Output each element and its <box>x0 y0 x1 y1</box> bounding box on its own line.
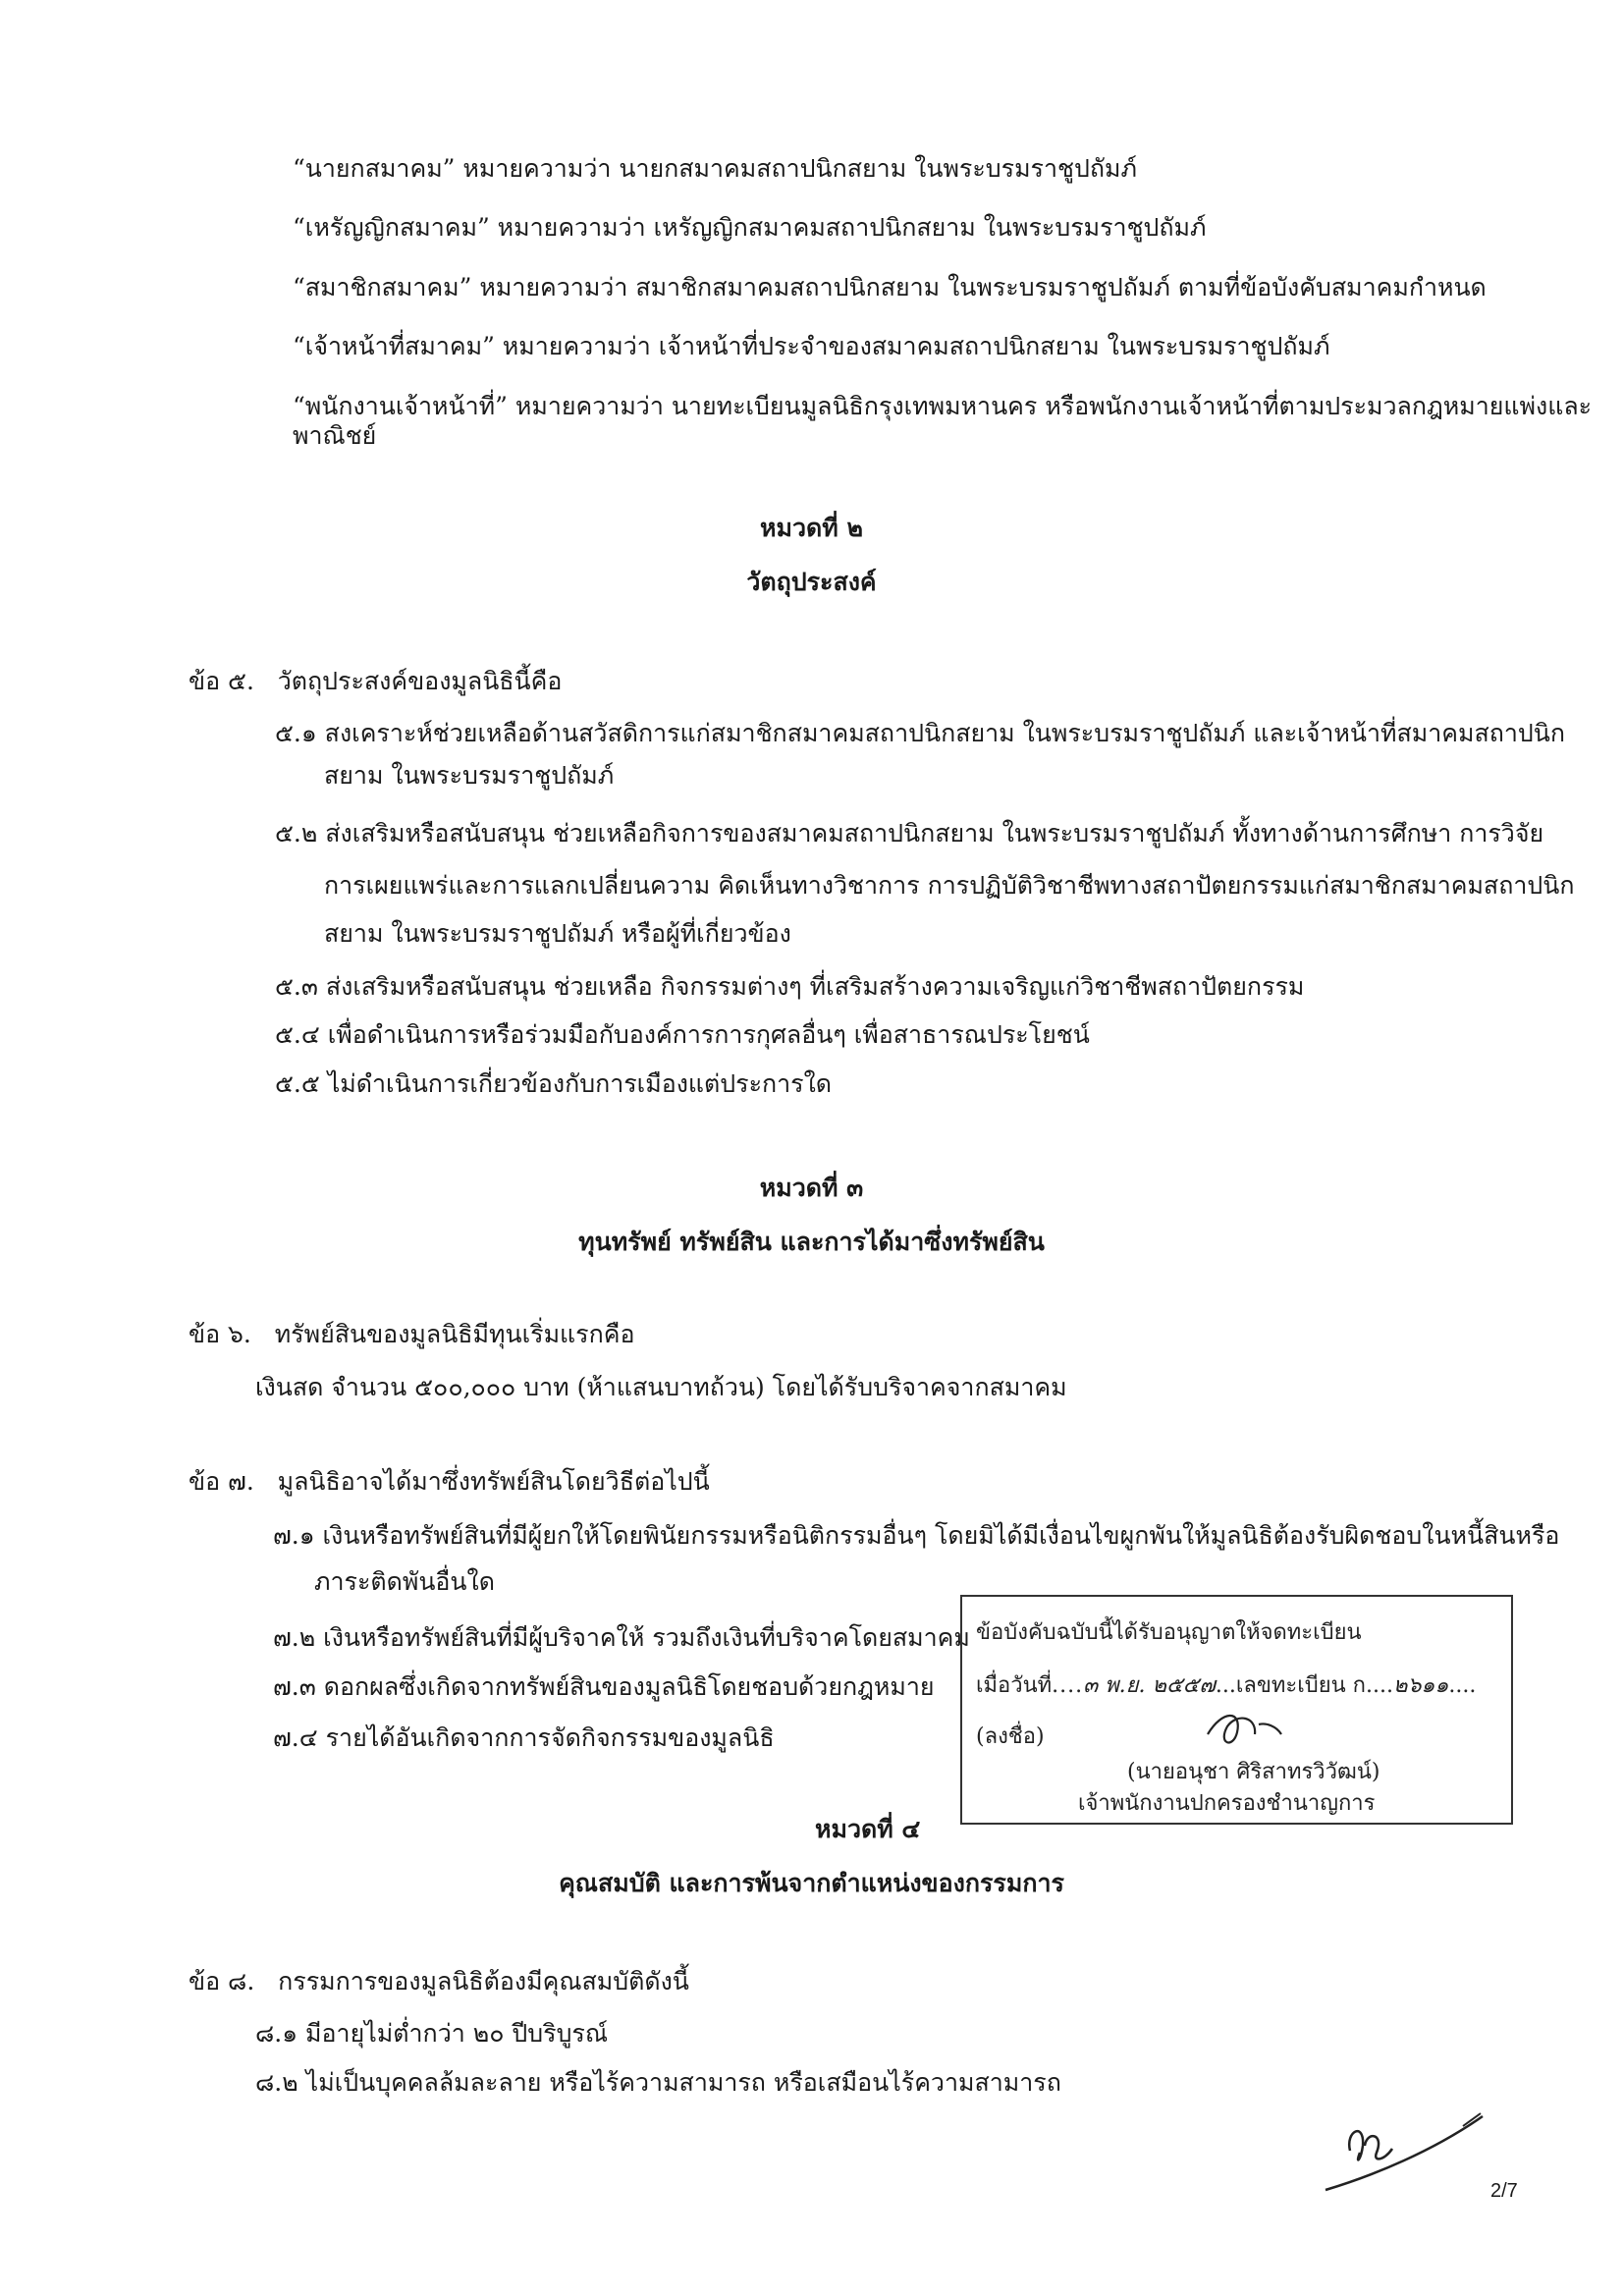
clause-item: ๘.๑ มีอายุไม่ต่ำกว่า ๒๐ ปีบริบูรณ์ <box>255 2019 609 2048</box>
clause-item: การเผยแพร่และการแลกเปลี่ยนความ คิดเห็นทางวิชาการ การปฏิบัติวิชาชีพทางสถาปัตยกรรมแก่สมาชิกสมาคมสถาปนิก <box>324 871 1575 900</box>
clause-item: สยาม ในพระบรมราชูปถัมภ์ หรือผู้ที่เกี่ยวข้อง <box>324 919 791 948</box>
stamp-official-position: เจ้าพนักงานปกครองชำนาญการ <box>1078 1791 1376 1816</box>
stamp-line: ข้อบังคับฉบับนี้ได้รับอนุญาตให้จดทะเบียน <box>976 1620 1362 1645</box>
initials-signature <box>1306 2092 1502 2200</box>
stamp-reg-label: เลขทะเบียน ก. <box>1235 1673 1373 1698</box>
clause-item: ๗.๔ รายได้อันเกิดจากการจัดกิจกรรมของมูลนิธิ <box>273 1723 775 1752</box>
stamp-date-line: เมื่อวันที่....๓ พ.ย. ๒๕๕๗...เลขทะเบียน ก....๒๖๑๑.... <box>976 1673 1477 1698</box>
definition-line: “เจ้าหน้าที่สมาคม” หมายความว่า เจ้าหน้าที่ประจำของสมาคมสถาปนิกสยาม ในพระบรมราชูปถัมภ์ <box>293 332 1330 360</box>
stamp-signed-label: (ลงชื่อ) <box>976 1724 1045 1749</box>
definition-line: พาณิชย์ <box>293 421 377 450</box>
clause-item: ๗.๒ เงินหรือทรัพย์สินที่มีผู้บริจาคให้ รวมถึงเงินที่บริจาคโดยสมาคม <box>273 1623 970 1652</box>
definition-line: “สมาชิกสมาคม” หมายความว่า สมาชิกสมาคมสถาปนิกสยาม ในพระบรมราชูปถัมภ์ ตามที่ข้อบังคับสมาคมกำหนด <box>293 273 1487 301</box>
stamp-reg-no: ๒๖๑๑ <box>1392 1673 1449 1698</box>
chapter-heading: หมวดที่ ๔ <box>815 1815 921 1843</box>
official-signature <box>1198 1705 1316 1754</box>
page-number: 2/7 <box>1490 2180 1518 2202</box>
clause-item: ๗.๑ เงินหรือทรัพย์สินที่มีผู้ยกให้โดยพินัยกรรมหรือนิติกรรมอื่นๆ โดยมิได้มีเงื่อนไขผูกพันให้มูลนิธิต้องรับผิดชอบในหนี้สินหรือ <box>273 1521 1560 1550</box>
chapter-title: คุณสมบัติ และการพ้นจากตำแหน่งของกรรมการ <box>559 1869 1064 1897</box>
stamp-date: ๓ พ.ย. ๒๕๕๗ <box>1083 1673 1216 1698</box>
clause-heading: ข้อ ๗. มูลนิธิอาจได้มาซึ่งทรัพย์สินโดยวิธีต่อไปนี้ <box>189 1467 710 1496</box>
definition-line: “เหรัญญิกสมาคม” หมายความว่า เหรัญญิกสมาคมสถาปนิกสยาม ในพระบรมราชูปถัมภ์ <box>293 213 1207 242</box>
definition-line: “นายกสมาคม” หมายความว่า นายกสมาคมสถาปนิกสยาม ในพระบรมราชูปถัมภ์ <box>293 154 1137 183</box>
clause-item: ๕.๔ เพื่อดำเนินการหรือร่วมมือกับองค์การการกุศลอื่นๆ เพื่อสาธารณประโยชน์ <box>275 1020 1090 1049</box>
clause-heading: ข้อ ๕. วัตถุประสงค์ของมูลนิธินี้คือ <box>189 667 563 695</box>
clause-heading: ข้อ ๖. ทรัพย์สินของมูลนิธิมีทุนเริ่มแรกคือ <box>189 1320 635 1348</box>
chapter-title: วัตถุประสงค์ <box>746 568 877 596</box>
chapter-heading: หมวดที่ ๒ <box>760 514 863 542</box>
clause-item: ๕.๕ ไม่ดำเนินการเกี่ยวข้องกับการเมืองแต่ประการใด <box>275 1069 833 1098</box>
stamp-official-name: (นายอนุชา ศิริสาทรวิวัฒน์) <box>1127 1760 1380 1784</box>
stamp-date-label: เมื่อวันที่ <box>976 1673 1053 1698</box>
clause-item: ๘.๒ ไม่เป็นบุคคลล้มละลาย หรือไร้ความสามารถ หรือเสมือนไร้ความสามารถ <box>255 2068 1061 2097</box>
chapter-heading: หมวดที่ ๓ <box>759 1174 864 1202</box>
clause-item: ๕.๑ สงเคราะห์ช่วยเหลือด้านสวัสดิการแก่สมาชิกสมาคมสถาปนิกสยาม ในพระบรมราชูปถัมภ์ และเจ้าหน้าที่สมาคมสถาปนิก <box>275 719 1566 747</box>
clause-item: ๕.๓ ส่งเสริมหรือสนับสนุน ช่วยเหลือ กิจกรรมต่างๆ ที่เสริมสร้างความเจริญแก่วิชาชีพสถาปัตยกรรม <box>275 972 1305 1001</box>
clause-item: ๕.๒ ส่งเสริมหรือสนับสนุน ช่วยเหลือกิจการของสมาคมสถาปนิกสยาม ในพระบรมราชูปถัมภ์ ทั้งทางด้านการศึกษา การวิจัย <box>275 819 1544 847</box>
chapter-title: ทุนทรัพย์ ทรัพย์สิน และการได้มาซึ่งทรัพย์สิน <box>578 1228 1045 1256</box>
clause-detail: เงินสด จำนวน ๕๐๐,๐๐๐ บาท (ห้าแสนบาทถ้วน) โดยได้รับบริจาคจากสมาคม <box>255 1373 1067 1401</box>
registration-stamp <box>960 1595 1513 1825</box>
clause-item: สยาม ในพระบรมราชูปถัมภ์ <box>324 761 615 790</box>
definition-line: “พนักงานเจ้าหน้าที่” หมายความว่า นายทะเบียนมูลนิธิกรุงเทพมหานคร หรือพนักงานเจ้าหน้าที่ตามประมวลกฎหมายแพ่งและ <box>293 392 1593 420</box>
clause-item: ภาระติดพันอื่นใด <box>314 1567 495 1596</box>
clause-item: ๗.๓ ดอกผลซึ่งเกิดจากทรัพย์สินของมูลนิธิโดยชอบด้วยกฎหมาย <box>273 1672 935 1701</box>
clause-heading: ข้อ ๘. กรรมการของมูลนิธิต้องมีคุณสมบัติดังนี้ <box>189 1967 689 1995</box>
